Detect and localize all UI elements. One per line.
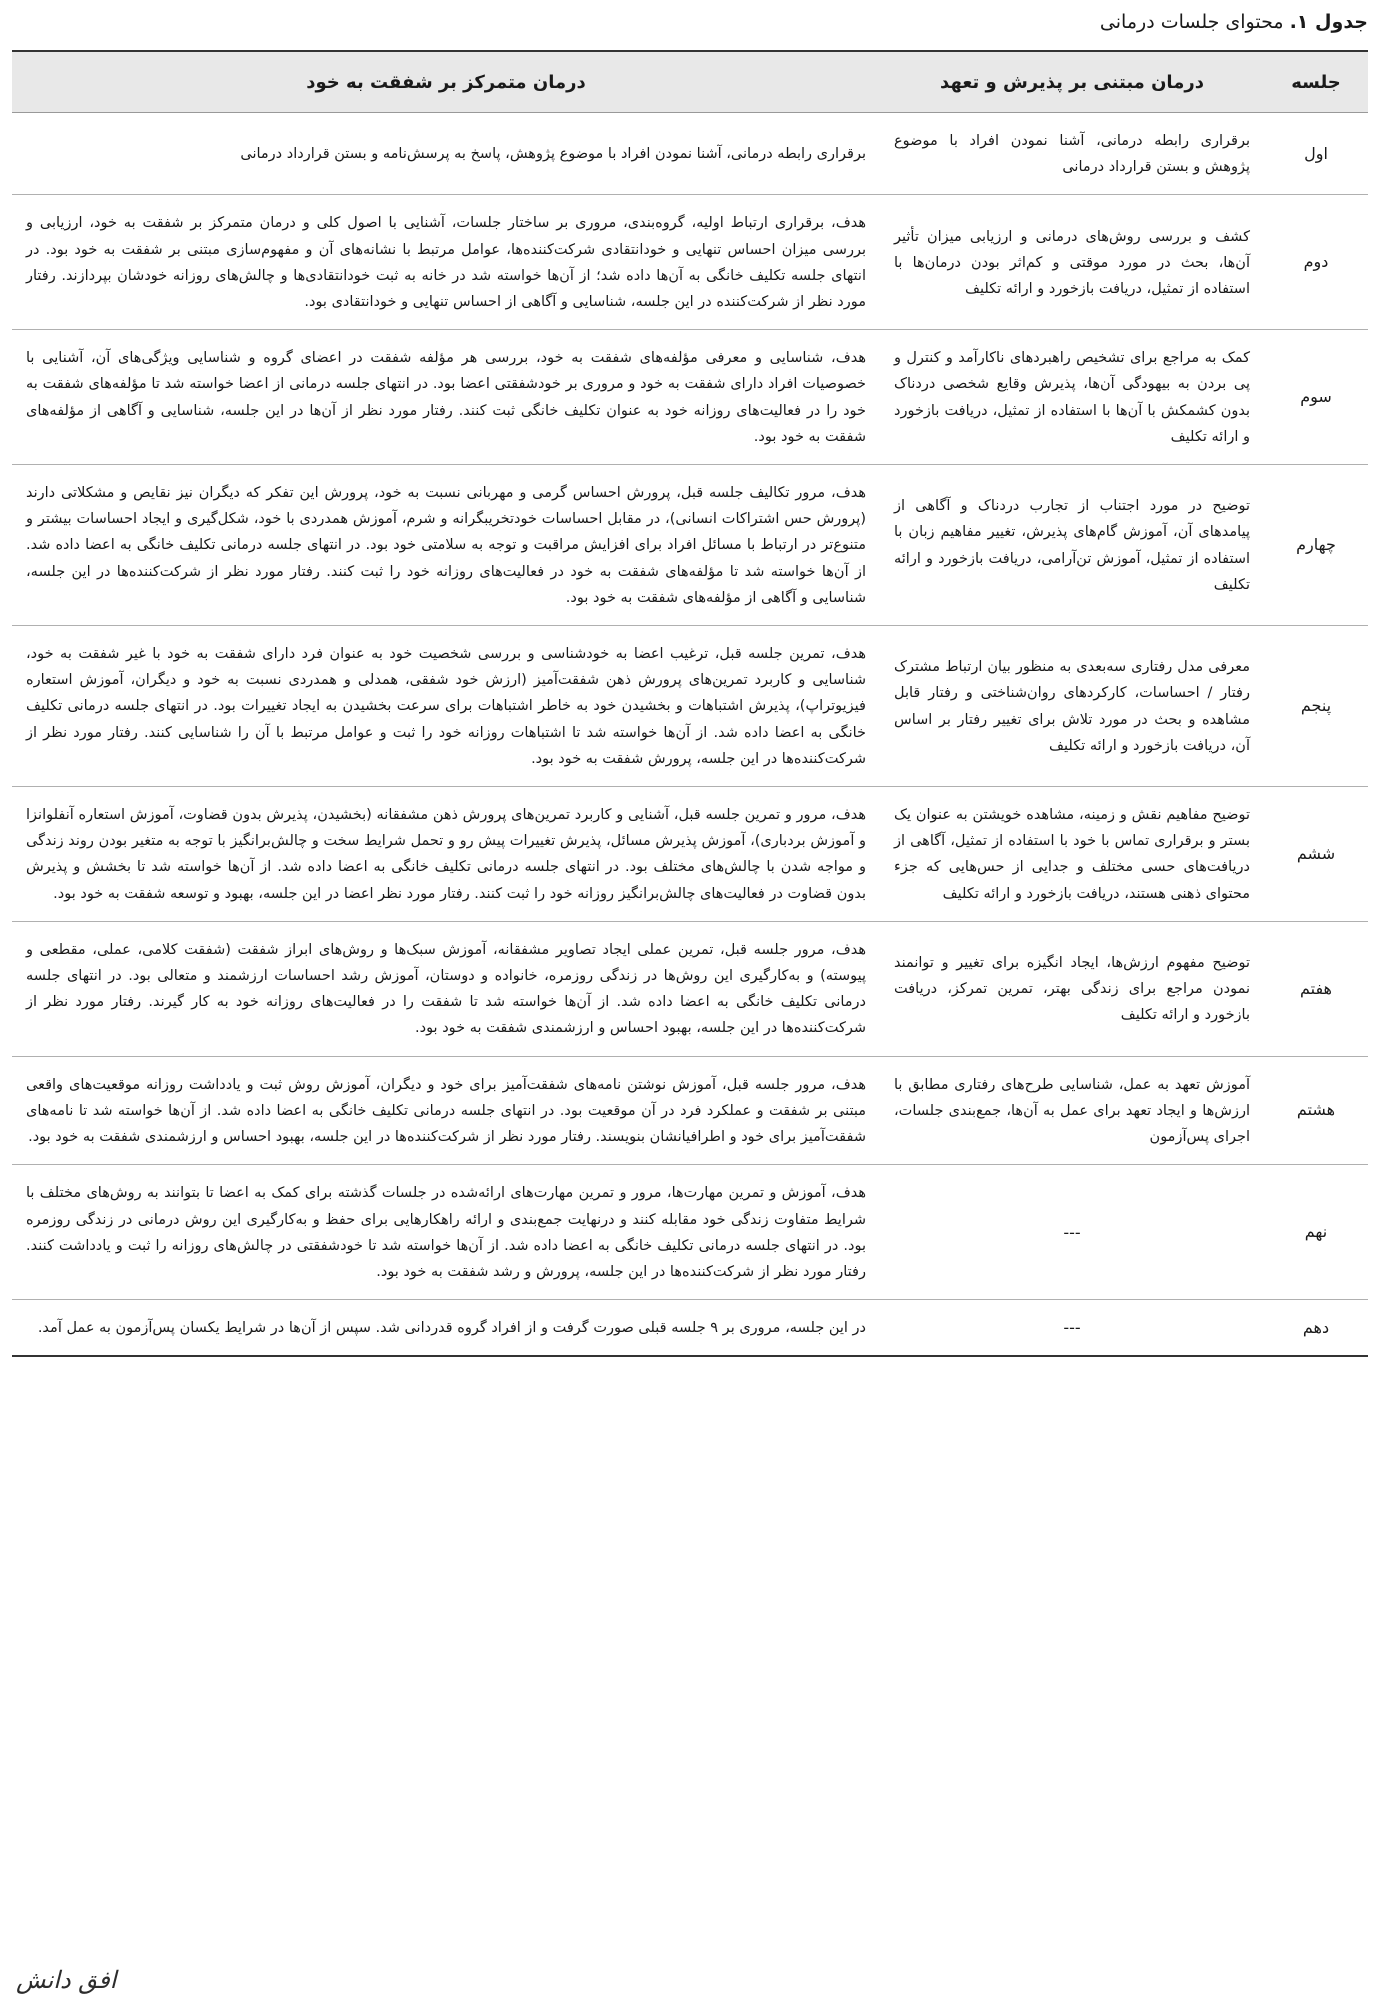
act-cell: آموزش تعهد به عمل، شناسایی طرح‌های رفتاری مطابق با ارزش‌ها و ایجاد تعهد برای عمل به آن‌ها، جمع‌بندی جلسات، اجرای پس‌آزمون xyxy=(880,1056,1264,1165)
session-cell: اول xyxy=(1264,113,1368,195)
act-cell: --- xyxy=(880,1165,1264,1300)
journal-logo: افق دانش xyxy=(16,1966,117,1994)
act-cell: کشف و بررسی روش‌های درمانی و ارزیابی میزان تأثیر آن‌ها، بحث در مورد موقتی و کم‌اثر بودن درمان‌ها با استفاده از تمثیل، دریافت بازخورد و ارائه تکلیف xyxy=(880,195,1264,330)
table-row xyxy=(12,787,1368,922)
cft-cell: برقراری رابطه درمانی، آشنا نمودن افراد با موضوع پژوهش، پاسخ به پرسش‌نامه و بستن قرارداد درمانی xyxy=(12,113,880,195)
sessions-table-container xyxy=(12,50,1368,1357)
cft-cell: هدف، مرور جلسه قبل، تمرین عملی ایجاد تصاویر مشفقانه، آموزش سبک‌ها و روش‌های ابراز شفقت (شفقت کلامی، عملی، مقطعی و پیوسته) و به‌کارگیری این روش‌ها در زندگی روزمره، خانواده و دوستان، آموزش رشد احساسات ارزشمند و متعالی بود. در انتهای جلسه درمانی تکلیف خانگی به اعضا داده شد. از آن‌ها خواسته شد تا شفقت را در فعالیت‌های روزانه خود به کار گیرند. رفتار مورد نظر از شرکت‌کننده‌ها در این جلسه، بهبود احساس و ارزشمندی شفقت به خود بود. xyxy=(12,921,880,1056)
act-cell: توضیح مفاهیم نقش و زمینه، مشاهده خویشتن به عنوان یک بستر و برقراری تماس با خود با استفاده از تمثیل، آگاهی از دریافت‌های حسی مختلف و جدایی از حس‌هایی که جزء محتوای ذهنی هستند، دریافت بازخورد و ارائه تکلیف xyxy=(880,787,1264,922)
act-cell: کمک به مراجع برای تشخیص راهبردهای ناکارآمد و کنترل و پی بردن به بیهودگی آن‌ها، پذیرش وقایع شخصی دردناک بدون کشمکش با آن‌ها با استفاده از تمثیل، دریافت بازخورد و ارائه تکلیف xyxy=(880,330,1264,465)
session-cell: دوم xyxy=(1264,195,1368,330)
caption-text: محتوای جلسات درمانی xyxy=(1099,11,1290,33)
act-cell: برقراری رابطه درمانی، آشنا نمودن افراد با موضوع پژوهش و بستن قرارداد درمانی xyxy=(880,113,1264,195)
cft-cell: هدف، برقراری ارتباط اولیه، گروه‌بندی، مروری بر ساختار جلسات، آشنایی با اصول کلی و درمان متمرکز بر شفقت به خود، ارزیابی و بررسی میزان احساس تنهایی و خودانتقادی شرکت‌کننده‌ها، عوامل مرتبط با نشانه‌های آن و مفهوم‌سازی مبتنی بر شفقت به خود بود. در انتهای جلسه تکلیف خانگی به آن‌ها داده شد؛ از آن‌ها خواسته شد در خانه به ثبت خودانتقادی‌ها و چالش‌های روزانه خودشان بپردازند. رفتار مورد نظر از شرکت‌کننده در این جلسه، شناسایی و آگاهی از احساس تنهایی و خودانتقادی بود. xyxy=(12,195,880,330)
cft-cell: هدف، مرور جلسه قبل، آموزش نوشتن نامه‌های شفقت‌آمیز برای خود و دیگران، آموزش روش ثبت و یادداشت روزانه موقعیت‌های واقعی مبتنی بر شفقت و عملکرد فرد در آن موقعیت بود. در انتهای جلسه درمانی تکلیف خانگی به اعضا داده شد. از آن‌ها خواسته شد تا نامه‌های شفقت‌آمیز برای خود و اطرافیانشان بنویسند. رفتار مورد نظر از شرکت‌کننده‌ها در این جلسه، بهبود احساس و ارزشمندی شفقت به خود بود. xyxy=(12,1056,880,1165)
table-row xyxy=(12,195,1368,330)
header-cft: درمان متمرکز بر شفقت به خود xyxy=(12,52,880,113)
table-row xyxy=(12,626,1368,787)
header-session: جلسه xyxy=(1264,52,1368,113)
table-row xyxy=(12,1165,1368,1300)
table-row xyxy=(12,465,1368,626)
session-cell: ششم xyxy=(1264,787,1368,922)
table-row xyxy=(12,330,1368,465)
act-cell: توضیح مفهوم ارزش‌ها، ایجاد انگیزه برای تغییر و توانمند نمودن مراجع برای زندگی بهتر، تمرین تمرکز، دریافت بازخورد و ارائه تکلیف xyxy=(880,921,1264,1056)
cft-cell: هدف، مرور تکالیف جلسه قبل، پرورش احساس گرمی و مهربانی نسبت به خود، پرورش این تفکر که دیگران نیز نقایص و مشکلاتی دارند (پرورش حس اشتراکات انسانی)، در مقابل احساسات خودتخریبگرانه و شرم، آموزش همدردی با خود، شکل‌گیری و ایجاد احساسات بیشتر و متنوع‌تر در ارتباط با مسائل افراد برای افزایش مراقبت و توجه به سلامتی خود بود. در انتهای جلسه درمانی تکلیف خانگی به اعضا داده شد. از آن‌ها خواسته شد تا مؤلفه‌های شفقت به خود در فعالیت‌های روزانه خود را ثبت کنند. رفتار مورد نظر از شرکت‌کننده‌ها در این جلسه، شناسایی و آگاهی از مؤلفه‌های شفقت به خود بود. xyxy=(12,465,880,626)
act-cell: --- xyxy=(1063,1318,1081,1338)
act-cell: معرفی مدل رفتاری سه‌بعدی به منظور بیان ارتباط مشترک رفتار / احساسات، کارکردهای روان‌شناختی و رفتار قابل مشاهده و بحث در مورد تلاش برای تغییر رفتار بر اساس آن، دریافت بازخورد و ارائه تکلیف xyxy=(880,626,1264,787)
table-row xyxy=(12,1056,1368,1165)
cft-cell: هدف، تمرین جلسه قبل، ترغیب اعضا به خودشناسی و بررسی شخصیت خود به عنوان فرد دارای شفقت به خود با غیر شفقت به خود، شناسایی و کاربرد تمرین‌های پرورش ذهن شفقت‌آمیز (ارزش خود شفقی، همدلی و همدردی نسبت به خود و دیگران، آموزش استعاره فیزیوتراپ)، پذیرش اشتباهات و بخشیدن خود به خاطر اشتباهات برای سرعت بخشیدن به ایجاد تغییرات بود. در انتهای جلسه درمانی تکلیف خانگی به اعضا داده شد. از آن‌ها خواسته شد تا اشتباهات روزانه خود را ثبت و عوامل مرتبط با آن را شناسایی کنند. رفتار مورد نظر از شرکت‌کننده‌ها در این جلسه، پرورش شفقت به خود بود. xyxy=(12,626,880,787)
act-cell: توضیح در مورد اجتناب از تجارب دردناک و آگاهی از پیامدهای آن، آموزش گام‌های پذیرش، تغییر مفاهیم زبان با استفاده از تمثیل، آموزش تن‌آرامی، دریافت بازخورد و ارائه تکلیف xyxy=(880,465,1264,626)
session-cell: هفتم xyxy=(1264,921,1368,1056)
header-act: درمان مبتنی بر پذیرش و تعهد xyxy=(880,52,1264,113)
sessions-table xyxy=(12,52,1368,1355)
caption-label: جدول ۱. xyxy=(1289,11,1368,33)
session-cell: چهارم xyxy=(1264,465,1368,626)
table-row xyxy=(12,1300,1368,1356)
session-cell: نهم xyxy=(1264,1165,1368,1300)
session-cell: پنجم xyxy=(1264,626,1368,787)
table-header-row xyxy=(12,52,1368,113)
cft-cell: در این جلسه، مروری بر ۹ جلسه قبلی صورت گرفت و از افراد گروه قدردانی شد. سپس از آن‌ها در شرایط یکسان پس‌آزمون به عمل آمد. xyxy=(37,1320,866,1337)
table-row xyxy=(12,113,1368,195)
cft-cell: هدف، مرور و تمرین جلسه قبل، آشنایی و کاربرد تمرین‌های پرورش ذهن مشفقانه (بخشیدن، پذیرش بدون قضاوت، آموزش استعاره آنفلوانزا و آموزش بردباری)، آموزش پذیرش مسائل، پذیرش تغییرات پیش رو و تحمل شرایط سخت و چالش‌برانگیز با توجه به متغیر بودن روند زندگی و مواجه شدن با چالش‌های مختلف بود. در انتهای جلسه درمانی تکلیف خانگی به اعضا داده شد. از آن‌ها خواسته شد تا بخشش و پذیرش بدون قضاوت در فعالیت‌های چالش‌برانگیز روزانه خود را ثبت کنند. رفتار مورد نظر اعضا در این جلسه، بهبود و توسعه شفقت به خود بود. xyxy=(12,787,880,922)
session-cell: هشتم xyxy=(1264,1056,1368,1165)
table-caption xyxy=(1100,8,1368,36)
cft-cell: هدف، آموزش و تمرین مهارت‌ها، مرور و تمرین مهارت‌های ارائه‌شده در جلسات گذشته برای کمک به اعضا تا بتوانند به روش‌های مختلف با شرایط متفاوت زندگی خود مقابله کنند و درنهایت جمع‌بندی و ارائه راهکارهایی برای حفظ و به‌کارگیری این روش درمانی در زندگی روزمره بود. در انتهای جلسه درمانی تکلیف خانگی به اعضا داده شد. از آن‌ها خواسته شد تا خودشفقتی در چالش‌های روزانه را ثبت و یادداشت کنند. رفتار مورد نظر از شرکت‌کننده‌ها در این جلسه، پرورش و رشد شفقت به خود بود. xyxy=(12,1165,880,1300)
cft-cell: هدف، شناسایی و معرفی مؤلفه‌های شفقت به خود، بررسی هر مؤلفه شفقت در اعضای گروه و شناسایی ویژگی‌های آن، آشنایی با خصوصیات افراد دارای شفقت به خود و مروری بر خودشفقتی اعضا بود. در انتهای جلسه درمانی از اعضا خواسته شد تا مؤلفه‌های شفقت به خود را در فعالیت‌های روزانه خود به عنوان تکلیف خانگی ثبت کنند. رفتار مورد نظر از آن‌ها در این جلسه، شناسایی و آگاهی از مؤلفه‌های شفقت به خود بود. xyxy=(12,330,880,465)
session-cell: دهم xyxy=(1302,1317,1330,1337)
table-row xyxy=(12,921,1368,1056)
session-cell: سوم xyxy=(1264,330,1368,465)
